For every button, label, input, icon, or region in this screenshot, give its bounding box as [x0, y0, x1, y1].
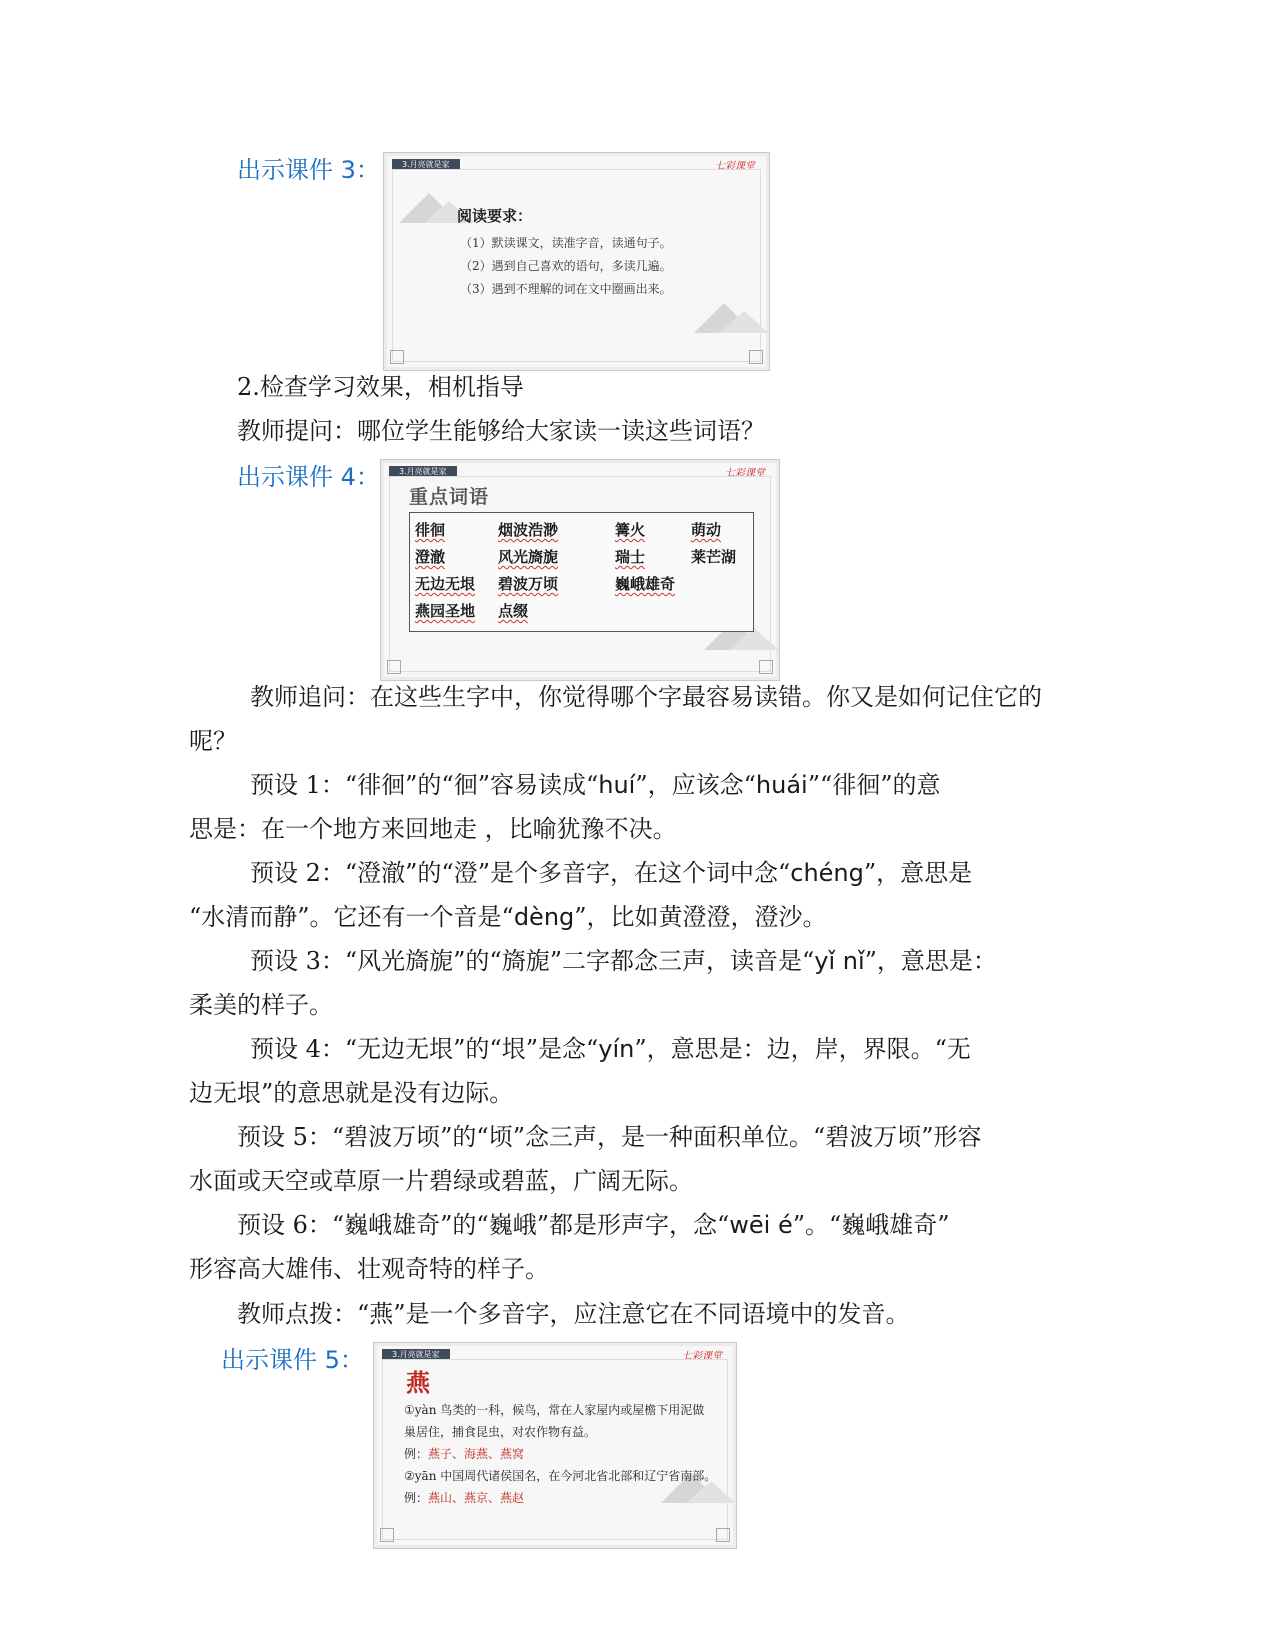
preset4-line2: 边无垠”的意思就是没有边际。 — [189, 1079, 514, 1107]
frame-corner-icon — [390, 350, 404, 364]
slide3-item: （1）默读课文，读准字音，读通句子。 — [460, 236, 672, 250]
mountain-decoration-icon — [679, 293, 769, 333]
slide5-brand-logo: 七彩课堂 — [682, 1351, 722, 1362]
preset1-text: 预设 1：“徘徊”的“徊”容易读成“ — [250, 771, 599, 799]
teacher-follow-up-line1: 教师追问：在这些生字中，你觉得哪个字最容易读错。你又是如何记住它的 — [250, 683, 1042, 711]
slide3-label: 出示课件 3： — [237, 156, 380, 184]
slide5-line: ②yān 中国周代诸侯国名，在今河北省北部和辽宁省南部。 — [404, 1469, 717, 1483]
preset2-line1 — [250, 851, 972, 895]
slide4-brand-logo: 七彩课堂 — [725, 468, 765, 479]
slide3-title: 阅读要求： — [457, 207, 533, 225]
slide4-label: 出示课件 4： — [237, 463, 380, 491]
slide3-item: （2）遇到自己喜欢的语句，多读几遍。 — [460, 259, 672, 273]
key-word: 澄澈 — [415, 548, 446, 566]
preset2-line2 — [189, 895, 827, 939]
preset6-line1 — [237, 1203, 950, 1247]
key-word: 碧波万顷 — [498, 575, 559, 593]
preset2-text: ”，比如黄澄澄，澄沙。 — [574, 903, 827, 931]
slide5-line: 巢居住，捕食昆虫，对农作物有益。 — [404, 1425, 597, 1439]
preset1-text: ”，应该念“ — [635, 771, 756, 799]
preset3-line2: 柔美的样子。 — [189, 991, 333, 1019]
preset3-line1 — [250, 939, 997, 983]
preset4-text: 预设 4：“无边无垠”的“垠”是念“ — [250, 1035, 599, 1063]
slide5-line: ①yàn 鸟类的一科，候鸟，常在人家屋内或屋檐下用泥做 — [404, 1403, 705, 1417]
example-words: 燕子、海燕、燕窝 — [428, 1447, 525, 1461]
preset2-text: ”，意思是 — [863, 859, 973, 887]
check-effect-heading: 2.检查学习效果，相机指导 — [237, 373, 524, 401]
slide5-image — [373, 1342, 737, 1549]
preset6-line2: 形容高大雄伟、壮观奇特的样子。 — [189, 1255, 549, 1283]
slide3-brand-logo: 七彩课堂 — [715, 161, 755, 172]
preset4-line1 — [250, 1027, 971, 1071]
pinyin: chéng — [790, 859, 864, 887]
key-word: 巍峨雄奇 — [615, 575, 676, 593]
frame-corner-icon — [759, 660, 773, 674]
frame-corner-icon — [387, 660, 401, 674]
example-label: 例： — [404, 1491, 429, 1505]
key-word: 无边无垠 — [415, 575, 476, 593]
slide3-image — [383, 152, 770, 371]
preset5-line2: 水面或天空或草原一片碧绿或碧蓝，广阔无际。 — [189, 1167, 693, 1195]
key-word: 风光旖旎 — [498, 548, 559, 566]
slide3-item: （3）遇到不理解的词在文中圈画出来。 — [460, 282, 672, 296]
slide5-label: 出示课件 5： — [221, 1346, 364, 1374]
preset3-text: 预设 3：“风光旖旎”的“旖旎”二字都念三声，读音是“ — [250, 947, 815, 975]
preset2-text: 预设 2：“澄澈”的“澄”是个多音字，在这个词中念“ — [250, 859, 791, 887]
pinyin: yǐ nǐ — [814, 947, 865, 975]
slide5-example — [404, 1489, 524, 1506]
key-word: 萌动 — [691, 521, 722, 539]
key-word: 烟波浩渺 — [498, 521, 559, 539]
teacher-tip: 教师点拨：“燕”是一个多音字，应注意它在不同语境中的发音。 — [237, 1300, 910, 1328]
frame-corner-icon — [716, 1528, 730, 1542]
preset2-text: “水清而静”。它还有一个音是“ — [189, 903, 514, 931]
slide5-header: 3.月亮就是家 — [382, 1349, 450, 1360]
slide4-title: 重点词语 — [409, 486, 490, 508]
preset3-text: ”，意思是： — [864, 947, 997, 975]
preset1-text: ”“徘徊”的意 — [807, 771, 941, 799]
key-word: 篝火 — [615, 521, 646, 539]
preset6-text: 预设 6：“巍峨雄奇”的“巍峨”都是形声字，念“ — [237, 1211, 730, 1239]
pinyin: dèng — [513, 903, 575, 931]
preset6-text: ”。“巍峨雄奇” — [792, 1211, 950, 1239]
pinyin: huí — [598, 771, 636, 799]
key-word: 燕园圣地 — [415, 602, 476, 620]
slide5-char: 燕 — [406, 1368, 430, 1397]
slide4-header: 3.月亮就是家 — [389, 466, 457, 477]
frame-corner-icon — [749, 350, 763, 364]
key-word: 莱芒湖 — [691, 548, 737, 566]
slide3-header: 3.月亮就是家 — [392, 159, 460, 170]
teacher-follow-up-line2: 呢？ — [189, 727, 237, 755]
key-word: 瑞士 — [615, 548, 646, 566]
key-word: 点缀 — [498, 602, 529, 620]
pinyin: wēi é — [729, 1211, 793, 1239]
pinyin: huái — [755, 771, 808, 799]
slide5-example — [404, 1445, 524, 1462]
preset1-line2: 思是：在一个地方来回地走 ，比喻犹豫不决。 — [189, 815, 677, 843]
slide4-image — [380, 459, 780, 681]
key-words-box — [409, 512, 754, 632]
preset5-line1: 预设 5：“碧波万顷”的“顷”念三声，是一种面积单位。“碧波万顷”形容 — [237, 1123, 982, 1151]
preset1-line1 — [250, 763, 941, 807]
pinyin: yín — [598, 1035, 635, 1063]
example-label: 例： — [404, 1447, 429, 1461]
teacher-question: 教师提问：哪位学生能够给大家读一读这些词语？ — [237, 417, 765, 445]
example-words: 燕山、燕京、燕赵 — [428, 1491, 525, 1505]
preset4-text: ”，意思是：边，岸，界限。“无 — [634, 1035, 971, 1063]
key-word: 徘徊 — [415, 521, 446, 539]
frame-corner-icon — [380, 1528, 394, 1542]
